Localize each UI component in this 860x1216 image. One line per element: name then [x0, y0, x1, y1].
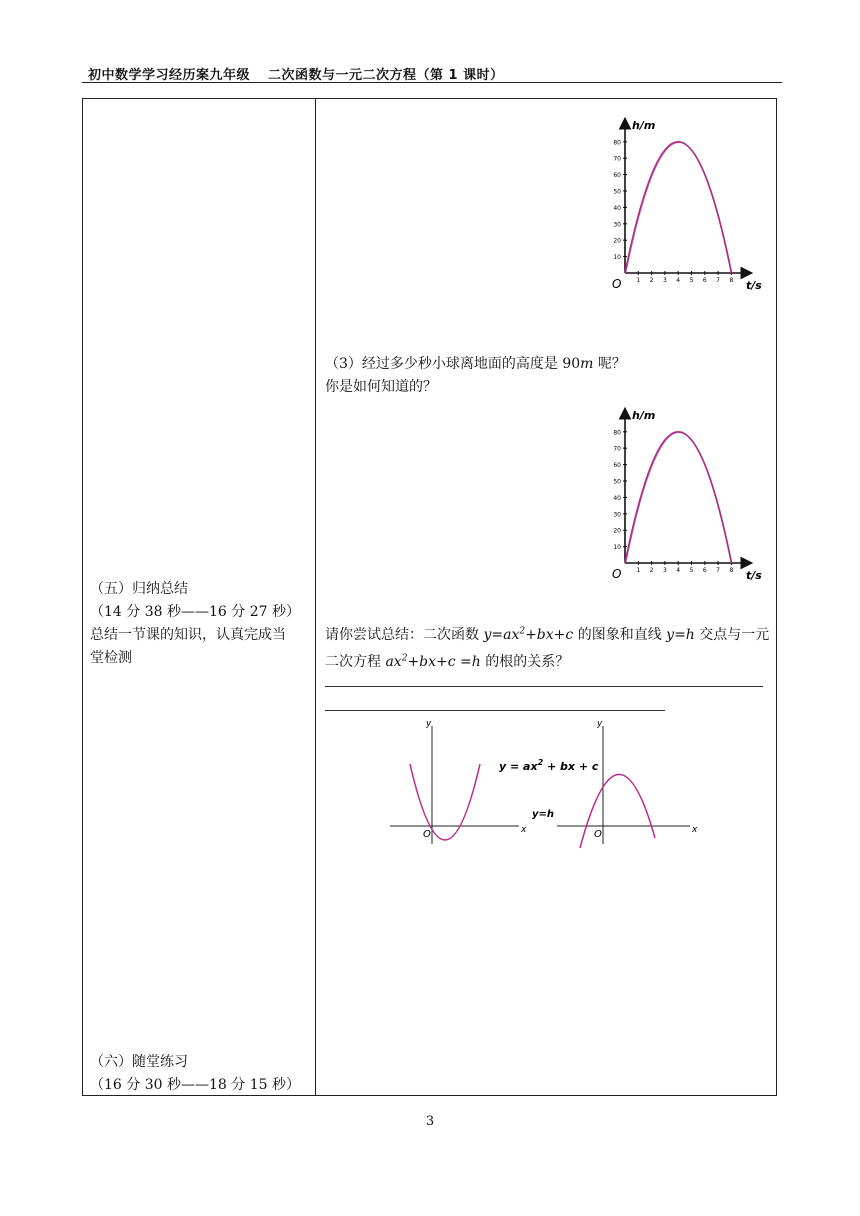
graph1-y-tick-label: 40	[613, 204, 621, 212]
right-downward-parabola	[580, 774, 655, 848]
summary-line2: 二次方程 $ax^2+bx+c =h$ 的根的关系？	[325, 653, 570, 670]
graph2-x-label: t/s	[746, 569, 762, 582]
q3-line2: 你是如何知道的？	[325, 379, 437, 395]
graph2-x-tick-label: 5	[689, 567, 694, 574]
header-rule	[82, 82, 782, 83]
graph2-x-tick-label: 3	[662, 567, 667, 574]
graph1-x-tick-label: 3	[662, 277, 667, 284]
graph2-trajectory-shadow	[626, 433, 732, 564]
graph1-y-tick-label: 50	[613, 188, 621, 196]
header-left: 初中数学学习经历案九年级	[88, 68, 251, 83]
graph2-x-tick-label: 1	[636, 567, 641, 574]
q3-line1: （3）经过多少秒小球离地面的高度是 90m 呢？	[325, 356, 626, 372]
graph1-trajectory-curve	[625, 142, 731, 273]
graph1-trajectory-shadow	[626, 143, 732, 274]
answer-line-1[interactable]	[325, 686, 763, 687]
graph1-y-tick-label: 60	[613, 172, 621, 180]
graph2-y-tick-label: 40	[613, 494, 621, 502]
graph2-x-tick-label: 7	[716, 567, 721, 574]
left-y-axis-label: y	[426, 719, 432, 729]
sec5-desc-line2: 堂检测	[90, 650, 132, 666]
graph2-x-tick-label: 2	[649, 567, 654, 574]
height-time-graph-2	[600, 402, 770, 584]
graph2-y-tick-label: 10	[613, 544, 621, 552]
graph2-y-tick-label: 50	[613, 478, 621, 486]
sec5-title: （五）归纳总结	[90, 581, 188, 597]
graph2-y-tick-label: 60	[613, 462, 621, 470]
answer-line-2[interactable]	[325, 710, 665, 711]
graph2-x-tick-label: 8	[729, 567, 734, 574]
left-upward-parabola	[410, 764, 480, 840]
height-time-graph-1	[600, 112, 770, 294]
graph1-y-tick-label: 70	[613, 155, 621, 163]
right-y-axis-label: y	[597, 719, 603, 729]
graph2-trajectory-curve	[625, 432, 731, 563]
graph2-y-tick-label: 30	[613, 511, 621, 519]
graph1-y-label: h/m	[632, 119, 656, 132]
graph1-y-tick-label: 20	[613, 237, 621, 245]
graph2-origin-label: O	[612, 567, 622, 581]
graph1-y-tick-label: 30	[613, 221, 621, 229]
graph2-y-label: h/m	[632, 409, 656, 422]
graph2-x-tick-label: 4	[676, 567, 681, 574]
page-header	[88, 64, 504, 83]
graph2-x-tick-label: 6	[702, 567, 707, 574]
graph1-x-tick-label: 4	[676, 277, 681, 284]
graph1-x-tick-label: 2	[649, 277, 654, 284]
graph1-y-tick-label: 10	[613, 254, 621, 262]
graph1-x-tick-label: 1	[636, 277, 641, 284]
sec6-time: （16 分 30 秒——18 分 15 秒）	[90, 1077, 300, 1093]
graph1-x-tick-label: 8	[729, 277, 734, 284]
graph1-origin-label: O	[612, 277, 622, 291]
graph1-x-tick-label: 5	[689, 277, 694, 284]
left-figure	[390, 719, 527, 844]
sec6-title: （六）随堂练习	[90, 1054, 188, 1070]
graph1-x-tick-label: 7	[716, 277, 721, 284]
left-x-axis-label: x	[521, 825, 527, 835]
graph2-y-tick-label: 80	[613, 429, 621, 437]
sec5-desc-line1: 总结一节课的知识，认真完成当	[90, 627, 286, 643]
column-divider	[315, 98, 316, 1096]
line-y-equals-h-label: y=h	[532, 809, 555, 820]
graph1-y-tick-label: 80	[613, 139, 621, 147]
right-figure	[557, 719, 698, 848]
summary-line1: 请你尝试总结：二次函数 $y=ax^2+bx+c$ 的图象和直线 y=h 交点与一元	[325, 626, 770, 643]
graph2-y-tick-label: 20	[613, 527, 621, 535]
parabola-line-figure	[385, 716, 705, 856]
sec5-time: （14 分 38 秒——16 分 27 秒）	[90, 604, 300, 620]
graph1-x-label: t/s	[746, 279, 762, 292]
graph1-x-tick-label: 6	[702, 277, 707, 284]
header-right: 二次函数与一元二次方程（第 1 课时）	[268, 68, 504, 83]
page-number: 3	[425, 1114, 435, 1129]
left-origin-label: O	[423, 829, 431, 840]
right-x-axis-label: x	[692, 825, 698, 835]
parabola-equation: $y = ax^2$ + bx + c	[499, 758, 599, 773]
right-origin-label: O	[594, 829, 602, 840]
graph2-y-tick-label: 70	[613, 445, 621, 453]
